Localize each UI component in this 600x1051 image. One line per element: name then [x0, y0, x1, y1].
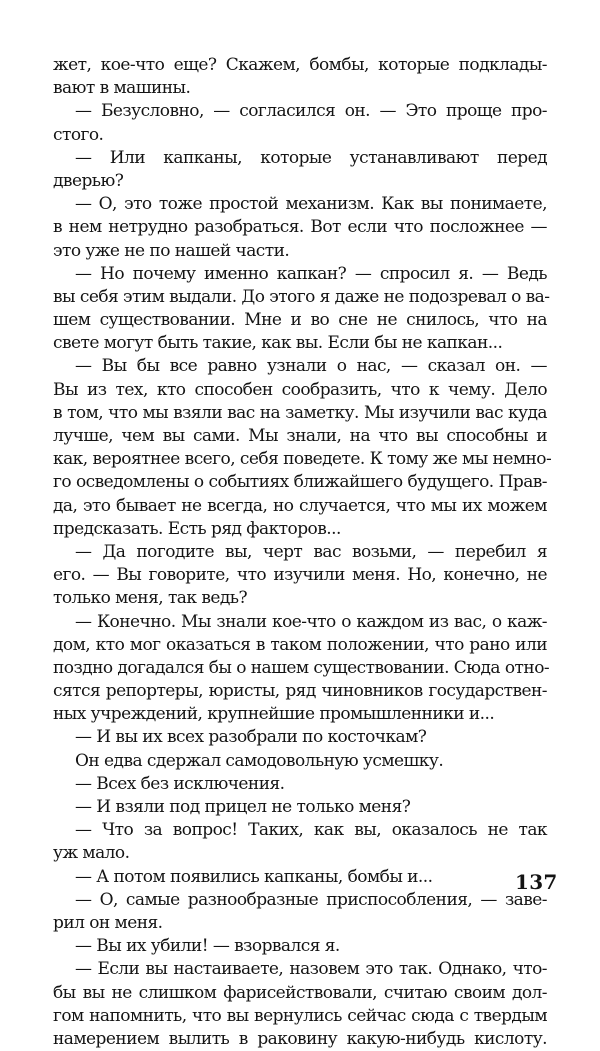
text-line: — И взяли под прицел не только меня?: [75, 797, 411, 817]
text-line: вают в машины.: [53, 78, 191, 99]
text-line: как, вероятнее всего, себя поведете. К тому же мы немно-: [53, 449, 552, 470]
text-line: намерением вылить в раковину какую-нибудь кислоту.: [53, 1028, 547, 1049]
text-line: дверью?: [53, 170, 124, 191]
text-line: вы себя этим выдали. До этого я даже не подозревал о ва-: [53, 286, 550, 307]
text-line: го осведомлены о событиях ближайшего будущего. Прав-: [53, 472, 547, 493]
text-line: шем существовании. Мне и во сне не снилось, что на: [53, 310, 547, 331]
text-line: — Всех без исключения.: [75, 773, 285, 794]
book-page-text: [53, 54, 552, 1051]
text-line: — А потом появились капканы, бомбы и...: [75, 866, 433, 887]
text-line: — И вы их всех разобрали по косточкам?: [75, 727, 427, 748]
text-line: только меня, так ведь?: [53, 588, 248, 609]
text-line: — Но почему именно капкан? — спросил я. — Ведь: [75, 263, 547, 284]
text-line: — Конечно. Мы знали кое-что о каждом из вас, о каж-: [75, 611, 547, 632]
text-line: — О, это тоже простой механизм. Как вы понимаете,: [75, 194, 547, 215]
text-line: — Безусловно, — согласился он. — Это проще про-: [75, 101, 547, 122]
text-line: предсказать. Есть ряд факторов...: [53, 518, 341, 539]
text-line: — Или капканы, которые устанавливают перед: [75, 147, 547, 168]
text-line: в том, что мы взяли вас на заметку. Мы изучили вас куда: [53, 402, 547, 423]
text-line: в нем нетрудно разобраться. Вот если что посложнее —: [53, 217, 547, 238]
text-line: — Да погодите вы, черт вас возьми, — перебил я: [75, 541, 547, 562]
text-line: Он едва сдержал самодовольную усмешку.: [75, 750, 444, 771]
text-line: сятся репортеры, юристы, ряд чиновников государствен-: [53, 681, 547, 702]
text-line: бы вы не слишком фарисействовали, считаю своим дол-: [53, 982, 547, 1003]
text-line: дом, кто мог оказаться в таком положении, что рано или: [53, 634, 547, 655]
text-line: да, это бывает не всегда, но случается, что мы их можем: [53, 495, 547, 516]
text-line: уж мало.: [53, 843, 130, 864]
text-line: — О, самые разнообразные приспособления, — заве-: [75, 889, 547, 910]
text-line: ных учреждений, крупнейшие промышленники и...: [53, 704, 495, 725]
text-line: — Вы бы все равно узнали о нас, — сказал он. —: [75, 356, 547, 377]
text-line: его. — Вы говорите, что изучили меня. Но, конечно, не: [53, 565, 547, 586]
text-line: — Если вы настаиваете, назовем это так. Однако, что-: [75, 959, 547, 980]
text-line: поздно догадался бы о нашем существовании. Сюда отно-: [53, 657, 550, 678]
page-number: 137: [515, 870, 558, 894]
text-line: это уже не по нашей части.: [53, 240, 290, 261]
text-line: рил он меня.: [53, 912, 163, 933]
text-line: — Что за вопрос! Таких, как вы, оказалось не так: [75, 820, 547, 841]
text-line: лучше, чем вы сами. Мы знали, на что вы способны и: [53, 426, 547, 446]
text-line: — Вы их убили! — взорвался я.: [75, 936, 340, 957]
text-line: гом напомнить, что вы вернулись сейчас сюда с твердым: [53, 1005, 547, 1026]
text-line: Вы из тех, кто способен сообразить, что к чему. Дело: [53, 379, 547, 400]
text-line: стого.: [53, 124, 104, 145]
text-line: жет, кое-что еще? Скажем, бомбы, которые подклады-: [53, 55, 547, 75]
text-line: свете могут быть такие, как вы. Если бы не капкан...: [53, 333, 503, 354]
